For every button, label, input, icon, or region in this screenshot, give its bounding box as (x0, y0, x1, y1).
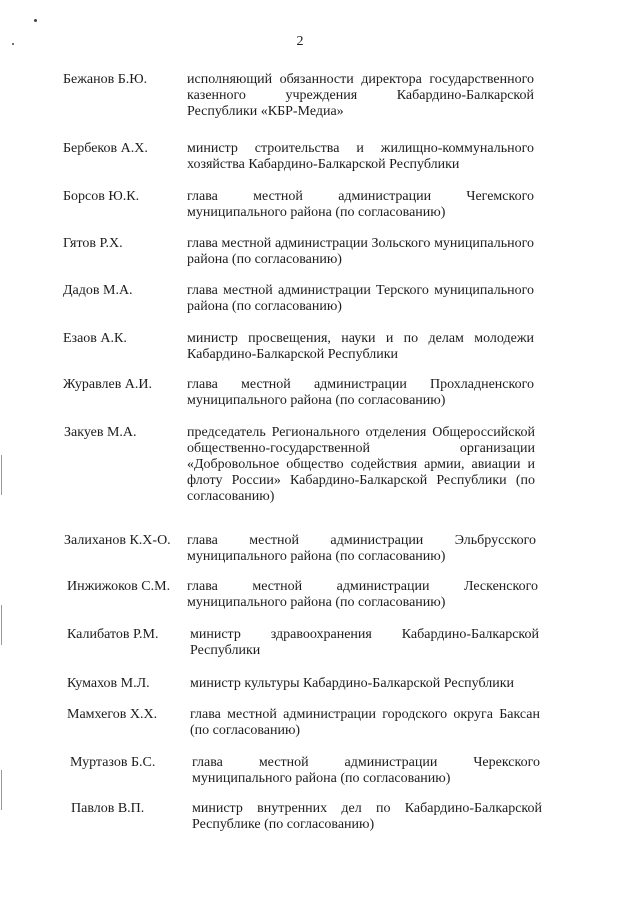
member-position: министр внутренних дел по Кабардино-Балкарской Республике (по согласованию) (192, 801, 542, 832)
scan-margin-line (1, 455, 2, 495)
member-position: исполняющий обязанности директора государственного казенного учреждения Кабардино-Балкарской Республики «КБР-Медиа» (187, 72, 534, 119)
member-name: Бербеков А.Х. (63, 141, 148, 156)
member-position: глава местной администрации Эльбрусского муниципального района (по согласованию) (187, 533, 536, 564)
scan-speck (34, 19, 37, 22)
member-position: глава местной администрации Черекского муниципального района (по согласованию) (192, 755, 540, 786)
member-name: Езаов А.К. (63, 331, 127, 346)
member-position: министр культуры Кабардино-Балкарской Республики (190, 676, 514, 691)
member-position: глава местной администрации городского округа Баксан (по согласованию) (190, 707, 540, 738)
member-position: глава местной администрации Терского муниципального района (по согласованию) (187, 283, 534, 314)
member-name: Инжижоков С.М. (67, 579, 171, 594)
member-name: Дадов М.А. (63, 283, 133, 298)
scan-margin-line (1, 770, 2, 810)
member-name: Калибатов Р.М. (67, 627, 159, 642)
member-name: Закуев М.А. (64, 425, 137, 440)
member-name: Гятов Р.Х. (63, 236, 123, 251)
member-name: Залиханов К.Х-О. (64, 533, 171, 548)
member-position: министр строительства и жилищно-коммунального хозяйства Кабардино-Балкарской Республики (187, 141, 534, 172)
member-position: председатель Регионального отделения Общероссийской общественно-государственной организации «Добровольное общество содействия армии, авиации и флоту России» Кабардино-Балкарской Республики (по согласованию) (187, 425, 535, 504)
member-name: Павлов В.П. (71, 801, 145, 816)
member-name: Мамхегов Х.Х. (67, 707, 158, 722)
member-position: глава местной администрации Лескенского муниципального района (по согласованию) (187, 579, 538, 610)
member-position: глава местной администрации Зольского муниципального района (по согласованию) (187, 236, 534, 267)
member-position: министр просвещения, науки и по делам молодежи Кабардино-Балкарской Республики (187, 331, 534, 362)
member-name: Бежанов Б.Ю. (63, 72, 148, 87)
member-position: глава местной администрации Прохладненского муниципального района (по согласованию) (187, 377, 534, 408)
scan-margin-line (1, 605, 2, 645)
member-name: Журавлев А.И. (63, 377, 153, 392)
member-position: министр здравоохранения Кабардино-Балкарской Республики (190, 627, 539, 658)
member-position: глава местной администрации Чегемского муниципального района (по согласованию) (187, 189, 534, 220)
page-number: 2 (296, 34, 304, 49)
member-name: Муртазов Б.С. (70, 755, 156, 770)
member-name: Кумахов М.Л. (67, 676, 150, 691)
member-name: Борсов Ю.К. (63, 189, 140, 204)
